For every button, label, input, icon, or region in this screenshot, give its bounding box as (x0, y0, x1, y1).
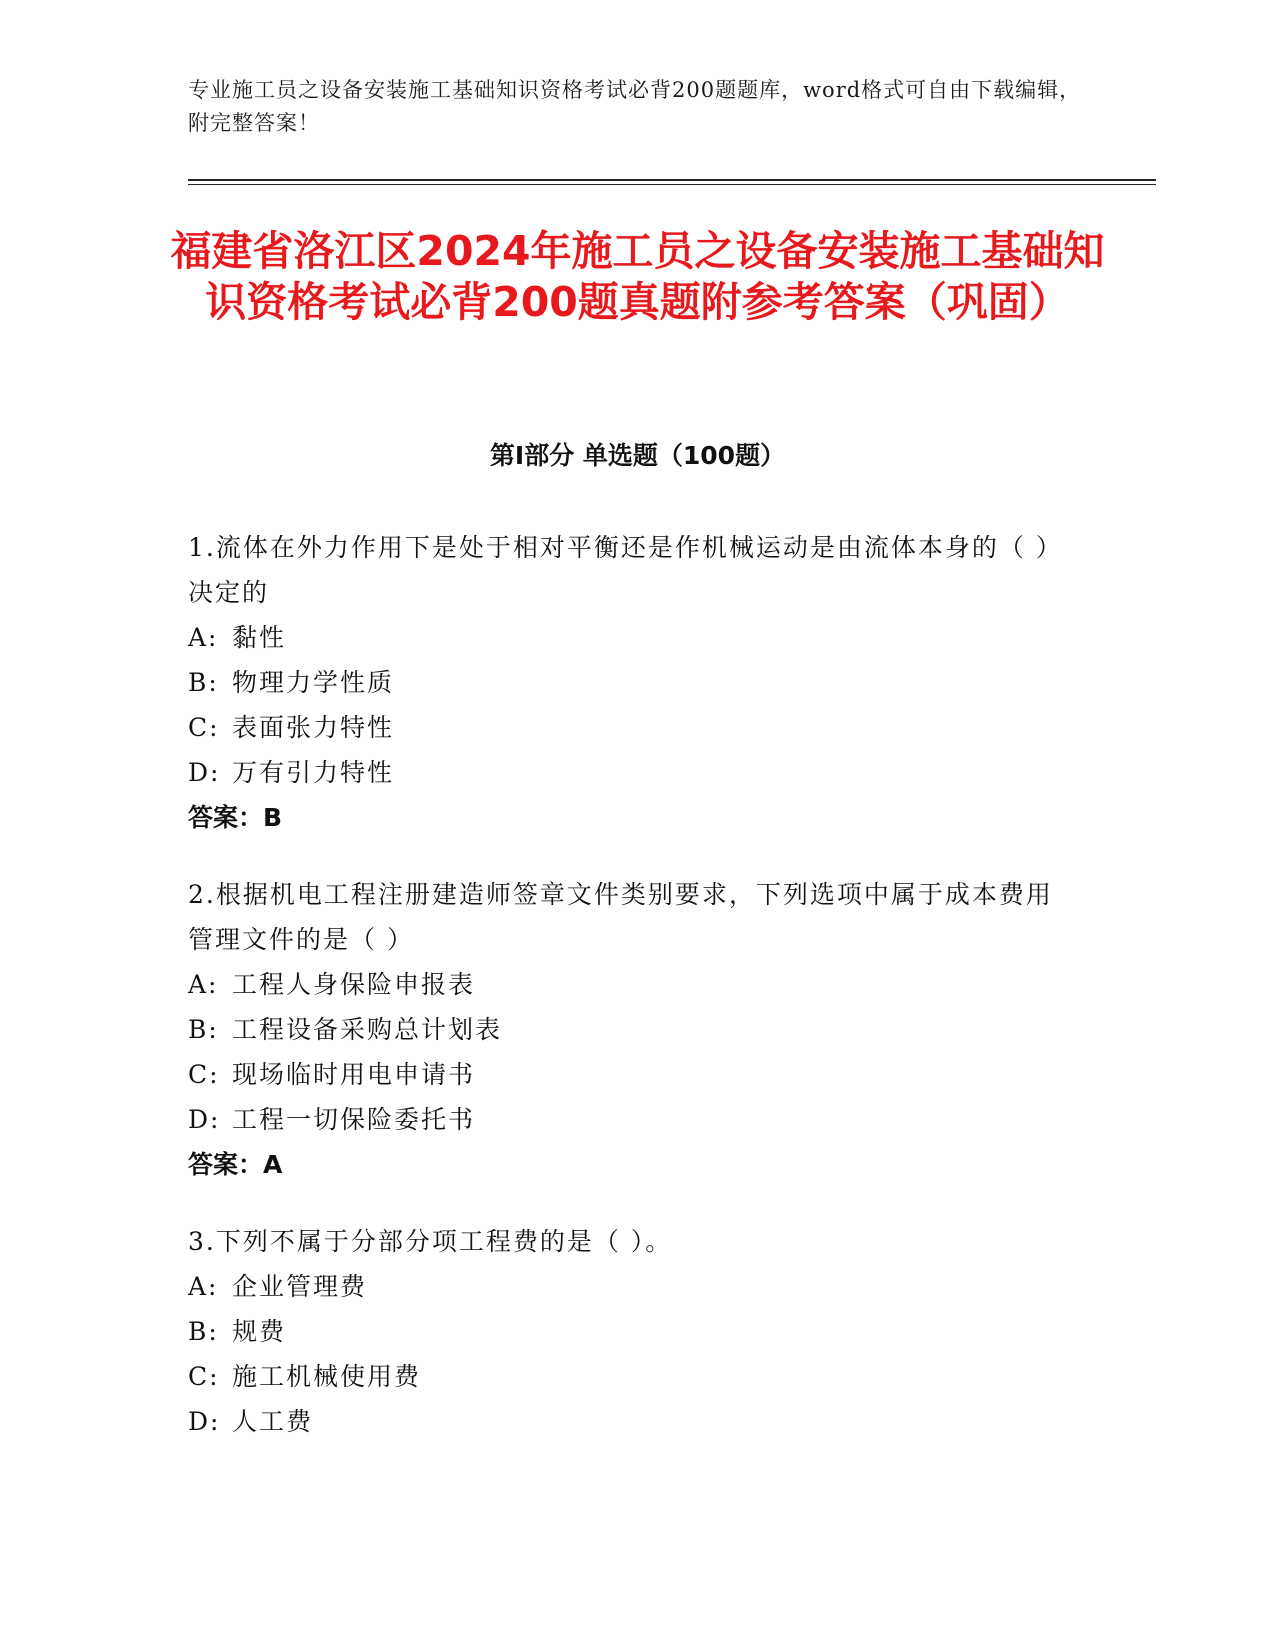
option-letter: A: (188, 623, 219, 652)
option-c (188, 1052, 1068, 1097)
option-text: 现场临时用电申请书 (232, 1060, 476, 1089)
option-letter: C: (188, 1060, 220, 1089)
option-letter: C: (188, 1362, 220, 1391)
option-a (188, 962, 1068, 1007)
option-text: 人工费 (232, 1407, 314, 1436)
option-letter: B: (188, 1317, 219, 1346)
question-answer: 答案：B (188, 803, 283, 832)
question-stem: 3.下列不属于分部分项工程费的是（ ）。 (188, 1227, 673, 1256)
header-divider (188, 179, 1156, 185)
option-text: 工程一切保险委托书 (232, 1105, 476, 1134)
question-list (188, 525, 1068, 1476)
option-text: 企业管理费 (232, 1272, 368, 1301)
option-letter: D: (188, 758, 221, 787)
question-stem: 1.流体在外力作用下是处于相对平衡还是作机械运动是由流体本身的（ ）决定的 (188, 533, 1063, 607)
option-text: 工程人身保险申报表 (232, 970, 476, 999)
question-1 (188, 525, 1068, 840)
option-letter: B: (188, 668, 219, 697)
option-d (188, 750, 1068, 795)
question-answer: 答案：A (188, 1150, 283, 1179)
option-d (188, 1097, 1068, 1142)
option-d (188, 1399, 1068, 1444)
document-title: 福建省洛江区2024年施工员之设备安装施工基础知识资格考试必背200题真题附参考答案（巩固） (170, 227, 1105, 326)
section-heading: 第Ⅰ部分 单选题（100题） (489, 441, 786, 470)
option-letter: D: (188, 1105, 221, 1134)
option-letter: C: (188, 713, 220, 742)
option-text: 万有引力特性 (232, 758, 395, 787)
option-letter: A: (188, 1272, 219, 1301)
option-c (188, 705, 1068, 750)
question-2 (188, 872, 1068, 1187)
option-letter: A: (188, 970, 219, 999)
option-a (188, 1264, 1068, 1309)
option-text: 工程设备采购总计划表 (232, 1015, 503, 1044)
option-text: 物理力学性质 (232, 668, 395, 697)
question-stem: 2.根据机电工程注册建造师签章文件类别要求，下列选项中属于成本费用管理文件的是（ ） (188, 880, 1053, 954)
option-c (188, 1354, 1068, 1399)
question-3 (188, 1219, 1068, 1444)
option-text: 表面张力特性 (232, 713, 395, 742)
option-letter: B: (188, 1015, 219, 1044)
option-text: 施工机械使用费 (232, 1362, 422, 1391)
option-a (188, 615, 1068, 660)
option-b (188, 1007, 1068, 1052)
option-letter: D: (188, 1407, 221, 1436)
option-text: 黏性 (232, 623, 287, 652)
option-text: 规费 (232, 1317, 287, 1346)
header-note: 专业施工员之设备安装施工基础知识资格考试必背200题题库，word格式可自由下载编辑，附完整答案！ (188, 78, 1082, 135)
option-b (188, 1309, 1068, 1354)
option-b (188, 660, 1068, 705)
